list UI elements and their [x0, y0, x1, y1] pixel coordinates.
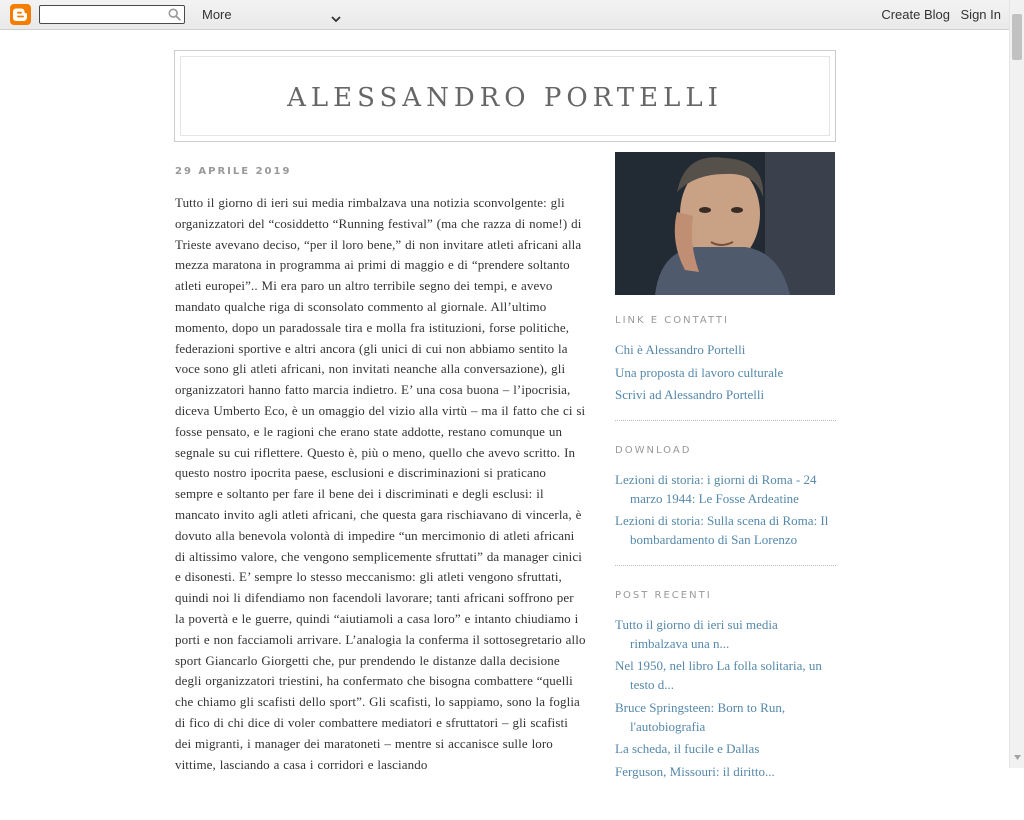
more-label: More [202, 7, 232, 22]
page-scrollbar[interactable] [1009, 0, 1024, 768]
blogger-logo-icon[interactable] [10, 4, 31, 25]
links-heading: LINK E CONTATTI [615, 315, 729, 326]
download-list [615, 470, 836, 565]
recent-post-link[interactable]: Ferguson, Missouri: il diritto... [615, 763, 775, 779]
recent-posts-heading: POST RECENTI [615, 589, 712, 601]
recent-posts-list [615, 615, 836, 797]
blog-header-inner [180, 56, 830, 136]
post-body: Tutto il giorno di ieri sui media rimbalzava una notizia sconvolgente: gli organizzatori del “cosiddetto “Running festival” (ma che razza di nome!) di Trieste avevano deciso, “per il loro bene,” di non invitare atleti africani alla mezza maratona in programma ai primi di maggio e di “prendere soltanto atleti europei”.. Mi era paro un altro terribile segno dei tempi, e avevo mandato qualche riga di sconsolato commento al giornale. All’ultimo momento, dopo un paradossale tira e molla fra istituzioni, forse politiche, federazioni sportive e altri ancora (gli unici di cui non abbiamo sentito la voce sono gli atleti africani, non invitati neanche alla conversazione), gli organizzatori hanno fatto marcia indietro. E’ una cosa buona – l’ipocrisia, diceva Umberto Eco, è un omaggio del vizio alla virtù – ma il fatto che ci si fosse pensato, e le ragioni che erano state addotte, restano comunque un segnale su cui riflettere. Questo è, più o meno, quello che avevo scritto. In questo nostro ipocrita paese, esclusioni e discriminazioni si praticano sempre e soltanto per fare il bene dei i discriminati e degli esclusi: il mancato invito agli atleti africani, che questa gara rischiavano di vincerla, è dovuto alla benevola volontà di impedire “un mercimonio di atleti africani di altissimo valore, che vengono semplicemente sfruttati” da manager cinici e disonesti. E’ sempre lo stesso meccanismo: gli atleti vengono sfruttati, quindi noi li difendiamo non facendoli lavorare; tanti africani soffrono per la povertà e le guerre, quindi “aiutiamoli a casa loro” e intanto chiudiamo i porti e non facciamoli arrivare. L’analogia la conferma il sottosegretario allo sport Giancarlo Giorgetti che, pur prendendo le distanze dalla decisione degli organizzatori triestini, ha confermato che bisogna combattere “quelli che chiamo gli scafisti dello sport”. Gli scafisti, lo sappiamo, sono la foglia di fico di chi dice di voler combattere mediatori e sfruttatori – gli scafisti dei migranti, i manager dei maratoneti – mentre si accanisce sulle loro vittime, lasciando a casa i corridori e lasciando [175, 195, 586, 772]
recent-posts-section [615, 590, 836, 797]
profile-photo [615, 152, 835, 295]
download-link[interactable]: Lezioni di storia: i giorni di Roma - 24 marzo 1944: Le Fosse Ardeatine [615, 471, 817, 506]
create-blog-link[interactable]: Create Blog [881, 7, 950, 22]
search-icon[interactable] [168, 8, 181, 24]
search-input[interactable] [42, 7, 162, 22]
links-list [615, 340, 836, 420]
sidebar-link[interactable]: Chi è Alessandro Portelli [615, 342, 746, 357]
recent-post-link[interactable]: La scheda, il fucile e Dallas [615, 741, 760, 756]
recent-post-link[interactable]: Tutto il giorno di ieri sui media rimbalzava una n... [615, 616, 778, 651]
main-column [175, 166, 587, 775]
download-link[interactable]: Lezioni di storia: Sulla scena di Roma: Il bombardamento di San Lorenzo [615, 513, 829, 547]
download-section [615, 445, 836, 566]
post-date: 29 APRILE 2019 [175, 166, 292, 177]
blog-header [174, 50, 836, 142]
search-box [39, 5, 185, 24]
recent-post-link[interactable]: Nel 1950, nel libro La folla solitaria, un testo d... [615, 658, 822, 692]
sidebar-link[interactable]: Scrivi ad Alessandro Portelli [615, 387, 765, 402]
download-heading: DOWNLOAD [615, 444, 692, 456]
blog-title[interactable]: ALESSANDRO PORTELLI [287, 83, 723, 113]
sign-in-link[interactable]: Sign In [960, 7, 1001, 22]
more-dropdown[interactable] [202, 7, 342, 23]
blogger-navbar [0, 0, 1009, 30]
sidebar [615, 152, 836, 820]
scrollbar-thumb[interactable] [1012, 14, 1022, 60]
chevron-down-icon [331, 11, 341, 26]
links-section [615, 315, 836, 421]
sidebar-link[interactable]: Una proposta di lavoro culturale [615, 364, 784, 380]
recent-post-link[interactable]: Bruce Springsteen: Born to Run, l'autobiografia [615, 699, 786, 734]
scroll-down-arrow-icon[interactable] [1014, 745, 1021, 764]
